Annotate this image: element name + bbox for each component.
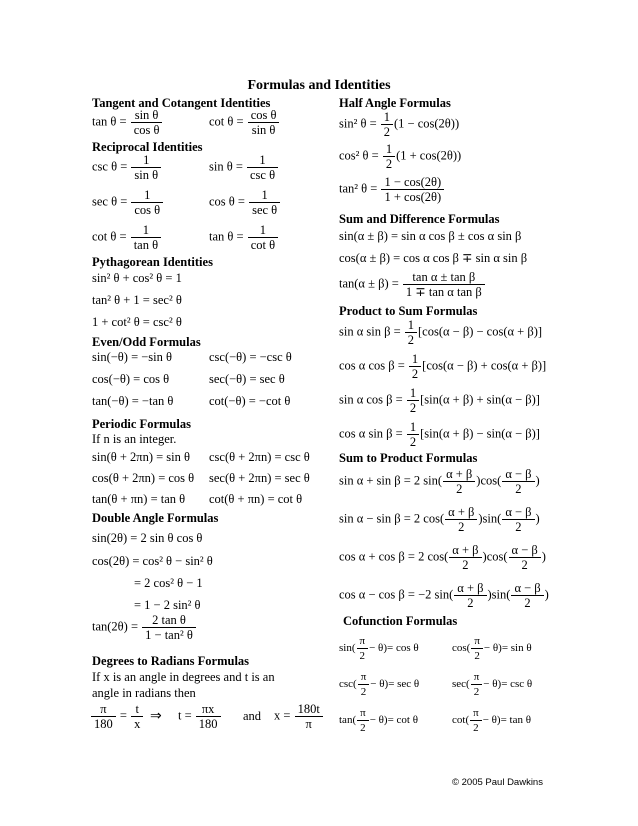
denominator: 2	[521, 558, 528, 572]
formula-periodic-cot: cot(θ + πn) = cot θ	[209, 492, 303, 506]
formula-t-from-x	[178, 702, 222, 731]
fraction	[509, 543, 541, 572]
degrees-note-2: angle in radians then	[92, 686, 196, 700]
fraction	[383, 142, 395, 171]
denominator: 2	[409, 401, 417, 415]
formula-even-odd-sec: sec(−θ) = sec θ	[209, 372, 285, 386]
numerator: α − β	[511, 581, 543, 596]
formula-text: tan	[339, 714, 353, 727]
numerator: π	[357, 634, 369, 649]
formula-text: sin α + sin β = 2 sin	[339, 473, 438, 488]
formula-text: = sin θ	[501, 642, 532, 655]
numerator: 1	[383, 142, 395, 157]
numerator: 1	[131, 223, 161, 238]
formula-text: csc	[339, 678, 354, 691]
fraction	[405, 318, 417, 347]
tan-quotient-formula	[92, 108, 163, 137]
fraction	[407, 420, 419, 449]
fraction	[471, 634, 483, 663]
fraction	[131, 108, 163, 137]
fraction	[358, 670, 370, 699]
formula-half-cos	[339, 142, 461, 171]
numerator: tan α ± tan β	[403, 270, 485, 285]
formula-text: tan(α ± β) =	[339, 276, 399, 291]
formula-text: cot θ =	[209, 114, 244, 129]
formula-even-odd-cos: cos(−θ) = cos θ	[92, 372, 170, 386]
fraction	[381, 110, 393, 139]
numerator: 1	[131, 188, 163, 203]
denominator: csc θ	[250, 168, 276, 182]
denominator: π	[305, 717, 312, 731]
formula-text: tan² θ =	[339, 181, 378, 196]
formula-periodic-csc: csc(θ + 2πn) = csc θ	[209, 450, 310, 464]
formula-even-odd-cot: cot(−θ) = −cot θ	[209, 394, 291, 408]
denominator: 2	[360, 686, 367, 698]
denominator: 2	[359, 650, 366, 662]
fraction	[409, 352, 421, 381]
formula-half-tan	[339, 175, 445, 204]
fraction	[248, 223, 278, 252]
fraction	[445, 505, 477, 534]
formula-text: cos α − cos β = −2 sin	[339, 587, 450, 602]
formula-text: cot θ =	[92, 229, 127, 244]
fraction	[470, 706, 482, 735]
fraction	[449, 543, 481, 572]
numerator: 180t	[295, 702, 323, 717]
formula-text: cos θ =	[209, 194, 245, 209]
denominator: 2	[515, 520, 522, 534]
formula-double-cos-alt-1: = 2 cos² θ − 1	[134, 576, 203, 590]
section-sum-to-product: Sum to Product Formulas	[339, 451, 478, 465]
tan-reciprocal-formula	[209, 223, 279, 252]
formula-text: cot	[452, 714, 466, 727]
denominator: 2	[456, 482, 463, 496]
formula-cofunction-cos: cos( $\frac{\pi}{2}$ − θ)= sin θ	[452, 635, 532, 662]
denominator: 1 ∓ tan α tan β	[405, 285, 482, 299]
formula-diff-cos-cos: cos α − cos β = −2 sin( $\frac{\alpha + \beta}{2}$ )sin( $\frac{\alpha - \beta}{2}$ )	[339, 581, 549, 610]
denominator: cos θ	[133, 123, 160, 137]
fraction	[471, 670, 483, 699]
numerator: π	[357, 706, 369, 721]
section-reciprocal: Reciprocal Identities	[92, 140, 203, 154]
degrees-note-1: If x is an angle in degrees and t is an	[92, 670, 275, 684]
formula-product-cos-sin	[339, 420, 540, 449]
fraction	[131, 702, 143, 731]
fraction	[381, 175, 444, 204]
section-sum-difference: Sum and Difference Formulas	[339, 212, 500, 226]
denominator: 2	[473, 686, 480, 698]
formula-text: − θ	[370, 678, 385, 691]
sin-reciprocal-formula	[209, 153, 279, 182]
formula-text: = tan θ	[500, 714, 532, 727]
formula-even-odd-tan: tan(−θ) = −tan θ	[92, 394, 174, 408]
denominator: 2	[411, 367, 419, 381]
formula-pyth-3: 1 + cot² θ = csc² θ	[92, 315, 182, 329]
denominator: 2	[462, 558, 469, 572]
fraction	[407, 386, 419, 415]
formula-sum-cos: cos(α ± β) = cos α cos β ∓ sin α sin β	[339, 251, 528, 265]
formula-pyth-1: sin² θ + cos² θ = 1	[92, 271, 182, 285]
fraction	[131, 153, 161, 182]
formula-sum-cos-cos: cos α + cos β = 2 cos( $\frac{\alpha + \beta}{2}$ )cos( $\frac{\alpha - \beta}{2}$ )	[339, 543, 546, 572]
fraction	[511, 581, 543, 610]
formula-text: sin α cos β =	[339, 392, 403, 407]
section-cofunction: Cofunction Formulas	[343, 614, 458, 628]
fraction	[403, 270, 485, 299]
denominator: 2	[409, 435, 417, 449]
formula-text: cos	[452, 642, 467, 655]
section-half-angle: Half Angle Formulas	[339, 96, 451, 110]
numerator: α − β	[502, 505, 534, 520]
formula-text: cos	[486, 549, 504, 564]
fraction	[196, 702, 221, 731]
denominator: 2	[385, 157, 393, 171]
formula-text: tan θ =	[92, 114, 127, 129]
denominator: sec θ	[252, 203, 278, 217]
formula-text: (1 + cos(2θ))	[396, 148, 462, 163]
formula-text: csc θ =	[92, 159, 128, 174]
formula-cofunction-csc: csc( $\frac{\pi}{2}$ − θ)= sec θ	[339, 671, 420, 698]
formula-periodic-tan: tan(θ + πn) = tan θ	[92, 492, 186, 506]
denominator: 2	[467, 596, 474, 610]
formula-product-sin-sin	[339, 318, 542, 347]
fraction	[454, 581, 486, 610]
formula-product-sin-cos	[339, 386, 540, 415]
denominator: 180	[198, 717, 218, 731]
numerator: t	[131, 702, 143, 717]
formula-text: sec	[452, 678, 467, 691]
formula-text: = cos θ	[386, 642, 419, 655]
formula-text: x =	[274, 708, 291, 723]
denominator: 2	[383, 125, 390, 139]
numerator: 1	[405, 318, 417, 333]
numerator: cos θ	[248, 108, 280, 123]
denominator: 180	[94, 717, 113, 731]
numerator: sin θ	[131, 108, 163, 123]
denominator: 2	[360, 722, 366, 734]
formula-half-sin	[339, 110, 459, 139]
denominator: x	[134, 717, 141, 731]
formula-cofunction-sin: sin( $\frac{\pi}{2}$ − θ)= cos θ	[339, 635, 419, 662]
numerator: πx	[196, 702, 221, 717]
numerator: π	[471, 670, 483, 685]
denominator: cot θ	[250, 238, 276, 252]
section-even-odd: Even/Odd Formulas	[92, 335, 201, 349]
fraction	[131, 188, 163, 217]
denominator: tan θ	[133, 238, 159, 252]
fraction	[91, 702, 116, 731]
cot-reciprocal-formula	[92, 223, 162, 252]
formula-text: − θ	[483, 642, 499, 655]
numerator: 1	[381, 110, 393, 125]
fraction	[502, 467, 534, 496]
formula-text: = cot θ	[387, 714, 419, 727]
fraction	[247, 153, 278, 182]
csc-reciprocal-formula	[92, 153, 162, 182]
numerator: α + β	[449, 543, 481, 558]
numerator: π	[358, 670, 370, 685]
formula-sum-tan	[339, 270, 486, 299]
denominator: 2	[474, 650, 480, 662]
formula-text: sin	[339, 642, 352, 655]
formula-deg-ratio	[90, 702, 144, 731]
numerator: 1	[248, 223, 278, 238]
denominator: 1 − tan² θ	[145, 628, 193, 642]
numerator: π	[471, 634, 483, 649]
equals-sign: =	[119, 708, 127, 723]
denominator: cos θ	[134, 203, 161, 217]
formula-double-cos: cos(2θ) = cos² θ − sin² θ	[92, 554, 213, 568]
formula-text: [sin(α + β) + sin(α − β)]	[420, 392, 540, 407]
numerator: 1	[247, 153, 278, 168]
formula-text: cos α + cos β = 2 cos	[339, 549, 445, 564]
formula-even-odd-sin: sin(−θ) = −sin θ	[92, 350, 172, 364]
formula-pyth-2: tan² θ + 1 = sec² θ	[92, 293, 182, 307]
section-double-angle: Double Angle Formulas	[92, 511, 219, 525]
formula-diff-sin-sin: sin α − sin β = 2 cos( $\frac{\alpha + \beta}{2}$ )sin( $\frac{\alpha - \beta}{2}$ )	[339, 505, 540, 534]
numerator: 1 − cos(2θ)	[381, 175, 444, 190]
numerator: 1	[407, 420, 419, 435]
section-pythagorean: Pythagorean Identities	[92, 255, 213, 269]
numerator: α − β	[502, 467, 534, 482]
copyright-footer: © 2005 Paul Dawkins	[452, 777, 543, 788]
fraction	[142, 613, 196, 642]
fraction	[502, 505, 534, 534]
numerator: α + β	[443, 467, 475, 482]
formula-product-cos-cos	[339, 352, 546, 381]
formula-cofunction-cot: cot( $\frac{\pi}{2}$ − θ)= tan θ	[452, 707, 532, 734]
numerator: α − β	[509, 543, 541, 558]
denominator: 2	[458, 520, 465, 534]
formula-text: sin α − sin β = 2 cos	[339, 511, 440, 526]
formula-periodic-sec: sec(θ + 2πn) = sec θ	[209, 471, 310, 485]
fraction	[357, 706, 369, 735]
formula-double-cos-alt-2: = 1 − 2 sin² θ	[134, 598, 201, 612]
fraction	[248, 108, 280, 137]
denominator: 2	[515, 482, 522, 496]
sec-reciprocal-formula	[92, 188, 164, 217]
denominator: sin θ	[134, 168, 159, 182]
cos-reciprocal-formula	[209, 188, 281, 217]
formula-double-sin: sin(2θ) = 2 sin θ cos θ	[92, 531, 203, 545]
fraction	[249, 188, 280, 217]
formula-text: sec θ =	[92, 194, 128, 209]
numerator: π	[470, 706, 482, 721]
numerator: 2 tan θ	[142, 613, 196, 628]
denominator: 1 + cos(2θ)	[384, 190, 442, 204]
numerator: π	[91, 702, 116, 717]
formula-text: cos² θ =	[339, 148, 379, 163]
fraction	[295, 702, 323, 731]
formula-text: [cos(α − β) − cos(α + β)]	[418, 324, 543, 339]
formula-text: − θ	[483, 678, 498, 691]
formula-text: − θ	[369, 642, 384, 655]
formula-text: tan(2θ) =	[92, 619, 139, 634]
formula-even-odd-csc: csc(−θ) = −csc θ	[209, 350, 292, 364]
formula-cofunction-sec: sec( $\frac{\pi}{2}$ − θ)= csc θ	[452, 671, 533, 698]
denominator: sin θ	[251, 123, 276, 137]
formula-text: sin	[491, 587, 507, 602]
formula-periodic-sin: sin(θ + 2πn) = sin θ	[92, 450, 191, 464]
section-degrees-radians: Degrees to Radians Formulas	[92, 654, 250, 668]
periodic-note: If n is an integer.	[92, 432, 177, 446]
formula-text: cos α cos β =	[339, 358, 405, 373]
formula-text: = sec θ	[388, 678, 420, 691]
numerator: 1	[409, 352, 421, 367]
denominator: 2	[524, 596, 531, 610]
formula-double-tan	[92, 613, 197, 642]
formula-text: sin² θ =	[339, 116, 377, 131]
fraction	[131, 223, 161, 252]
formula-text: [cos(α − β) + cos(α + β)]	[422, 358, 547, 373]
formula-text: t =	[178, 708, 192, 723]
numerator: 1	[131, 153, 161, 168]
formula-text: − θ	[369, 714, 384, 727]
formula-periodic-cos: cos(θ + 2πn) = cos θ	[92, 471, 195, 485]
and-word: and	[243, 709, 262, 723]
numerator: α + β	[445, 505, 477, 520]
numerator: 1	[249, 188, 280, 203]
numerator: 1	[407, 386, 419, 401]
formula-text: sin α sin β =	[339, 324, 401, 339]
formula-text: (1 − cos(2θ))	[394, 116, 460, 131]
section-periodic: Periodic Formulas	[92, 417, 191, 431]
denominator: 2	[407, 333, 415, 347]
numerator: α + β	[454, 581, 486, 596]
page-title: Formulas and Identities	[247, 78, 391, 93]
formula-text: sin	[482, 511, 498, 526]
formula-sum-sin-sin: sin α + sin β = 2 sin( $\frac{\alpha + \beta}{2}$ )cos( $\frac{\alpha - \beta}{2}$ )	[339, 467, 540, 496]
formula-x-from-t	[274, 702, 324, 731]
fraction	[443, 467, 475, 496]
implies-arrow: ⇒	[150, 709, 162, 724]
fraction	[357, 634, 369, 663]
formula-cofunction-tan: tan( $\frac{\pi}{2}$ − θ)= cot θ	[339, 707, 419, 734]
section-product-to-sum: Product to Sum Formulas	[339, 304, 478, 318]
formula-text: = csc θ	[501, 678, 533, 691]
formula-text: [sin(α + β) − sin(α − β)]	[420, 426, 540, 441]
formula-text: sin θ =	[209, 159, 243, 174]
formula-text: tan θ =	[209, 229, 244, 244]
denominator: 2	[473, 722, 479, 734]
formula-sum-sin: sin(α ± β) = sin α cos β ± cos α sin β	[339, 229, 522, 243]
cot-quotient-formula	[209, 108, 280, 137]
section-tangent-cotangent: Tangent and Cotangent Identities	[92, 96, 271, 110]
formula-text: cos	[480, 473, 498, 488]
formula-text: − θ	[482, 714, 497, 727]
formula-text: cos α sin β =	[339, 426, 403, 441]
